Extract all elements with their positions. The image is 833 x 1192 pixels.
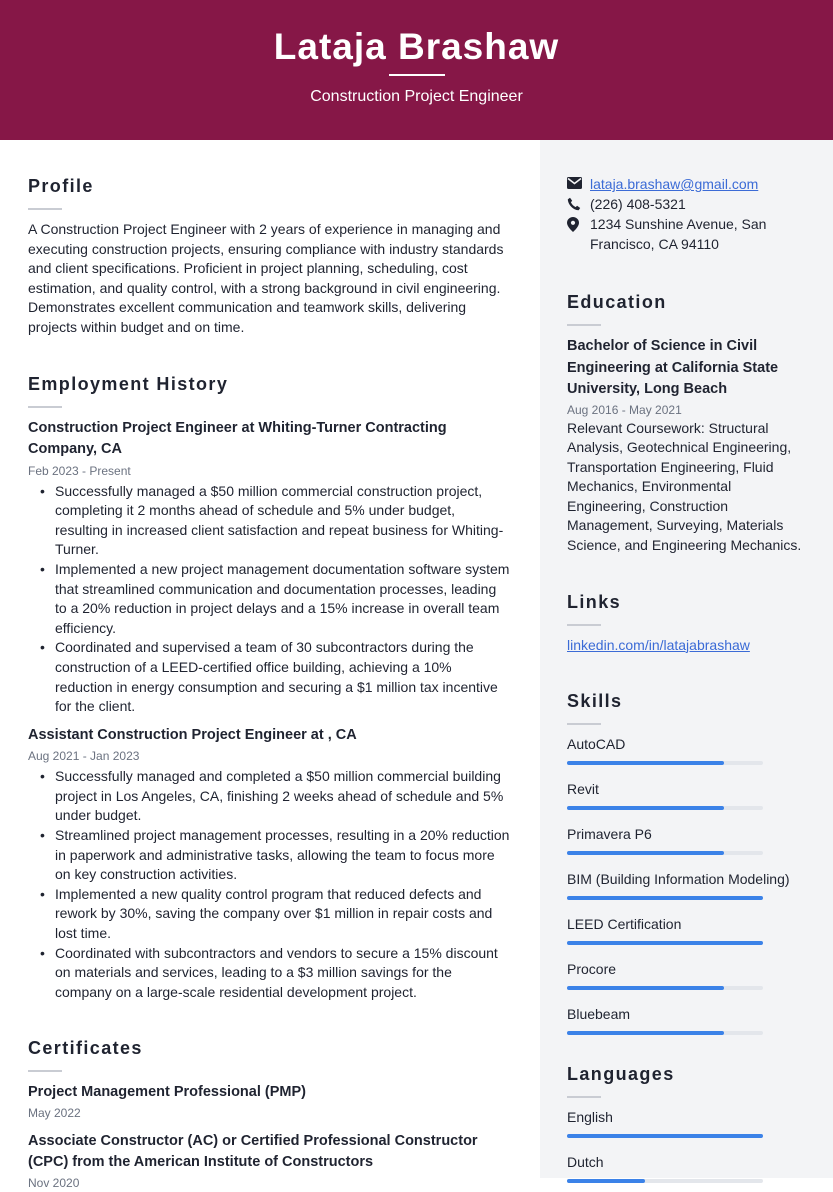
skill-label: Bluebeam — [567, 1006, 631, 1023]
skill-label: Revit — [567, 781, 599, 798]
skill-level-fill — [567, 851, 724, 855]
contact-email-row — [567, 174, 833, 194]
section-divider — [28, 208, 62, 210]
header-banner — [0, 0, 833, 140]
job-bullets — [28, 767, 510, 1002]
skill-level-fill — [567, 806, 724, 810]
skill-level-bar — [567, 986, 763, 990]
certificate-date: Nov 2020 — [28, 1175, 80, 1190]
section-divider — [28, 1070, 62, 1072]
job-entry-title: Construction Project Engineer at Whiting-Turner Contracting Company, CA — [28, 419, 447, 458]
skill-item — [567, 915, 833, 945]
skill-label: Procore — [567, 961, 617, 978]
links-section — [567, 592, 833, 656]
education-details: Relevant Coursework: Structural Analysis, Geotechnical Engineering, Transportation Engineering, Fluid Mechanics, Environmental Engineering, Construction Management, Surveying, Materials Science, and Engineering Mechanics. — [567, 419, 802, 554]
skill-label: AutoCAD — [567, 736, 626, 753]
sidebar — [540, 140, 833, 1178]
education-heading: Education — [567, 292, 667, 312]
skill-level-fill — [567, 986, 724, 990]
section-divider — [567, 723, 601, 725]
skill-item — [567, 735, 833, 765]
map-pin-icon — [567, 214, 590, 254]
skill-level-fill — [567, 1031, 724, 1035]
links-heading: Links — [567, 591, 622, 612]
contact-block — [567, 174, 833, 254]
skill-item — [567, 825, 833, 855]
skill-item — [567, 870, 833, 900]
section-divider — [567, 624, 601, 626]
section-divider — [567, 1096, 601, 1098]
language-label: Dutch — [567, 1154, 604, 1171]
skill-label: Primavera P6 — [567, 826, 652, 843]
section-divider — [567, 324, 601, 326]
skill-item — [567, 960, 833, 990]
job-title: Construction Project Engineer — [310, 88, 523, 105]
envelope-icon — [567, 174, 590, 194]
education-section — [567, 292, 833, 556]
certificate-entry — [28, 1131, 510, 1192]
list-item: • Implemented a new project management documentation software system that streamlined communication and documentation processes, leading to a 20% reduction in project delays and a 15% increase in overall team efficiency. — [28, 560, 510, 638]
certificate-title: Associate Constructor (AC) or Certified Professional Constructor (CPC) from the American Institute of Constructors — [28, 1132, 478, 1171]
profile-heading: Profile — [28, 176, 94, 196]
skill-level-fill — [567, 761, 724, 765]
profile-section — [28, 176, 510, 338]
phone-icon — [567, 194, 590, 214]
list-item: • Coordinated with subcontractors and vendors to secure a 15% discount on materials and services, leading to a $3 million savings for the company on a large-scale residential development project. — [28, 944, 510, 1003]
list-item: • Successfully managed and completed a $50 million commercial building project in Los Angeles, CA, finishing 2 weeks ahead of schedule and 5% under budget. — [28, 767, 510, 826]
employment-heading: Employment History — [28, 373, 229, 394]
job-entry-dates: Feb 2023 - Present — [28, 463, 131, 478]
skill-item — [567, 1005, 833, 1035]
language-label: English — [567, 1109, 613, 1126]
languages-section — [567, 1064, 833, 1183]
skills-section — [567, 691, 833, 1035]
degree-title: Bachelor of Science in Civil Engineering at California State University, Long Beach — [567, 338, 779, 397]
list-item: • Successfully managed a $50 million commercial construction project, completing it 2 months ahead of schedule and 5% under budget, resulting in increased client satisfaction and repeat business for Whiting-Turner. — [28, 482, 510, 560]
header-divider — [389, 74, 445, 76]
education-dates: Aug 2016 - May 2021 — [567, 402, 682, 417]
candidate-name: Lataja Brashaw — [273, 26, 560, 67]
skill-label: BIM (Building Information Modeling) — [567, 871, 790, 888]
phone-number: (226) 408-5321 — [590, 196, 686, 212]
job-entry-dates: Aug 2021 - Jan 2023 — [28, 749, 140, 764]
list-item: • Implemented a new quality control program that reduced defects and rework by 30%, saving the company over $1 million in repair costs and lost time. — [28, 885, 510, 944]
languages-heading: Languages — [567, 1064, 675, 1085]
skill-level-bar — [567, 941, 763, 945]
languages-list — [567, 1108, 833, 1183]
certificates-section — [28, 1038, 510, 1192]
skill-level-bar — [567, 806, 763, 810]
list-item: • Coordinated and supervised a team of 30 subcontractors during the construction of a LEED-certified office building, achieving a 10% reduction in energy consumption and securing a $1 million tax incentive for the client. — [28, 638, 510, 716]
skill-label: LEED Certification — [567, 916, 682, 933]
skill-item — [567, 780, 833, 810]
skill-level-fill — [567, 941, 763, 945]
language-level-bar — [567, 1134, 763, 1138]
skill-level-fill — [567, 896, 763, 900]
job-bullets — [28, 482, 510, 717]
contact-address-row — [567, 214, 833, 254]
skill-level-bar — [567, 851, 763, 855]
email-link[interactable]: lataja.brashaw@gmail.com — [590, 176, 759, 192]
skills-heading: Skills — [567, 691, 623, 712]
linkedin-link[interactable]: linkedin.com/in/latajabrashaw — [567, 636, 750, 653]
language-item — [567, 1153, 833, 1183]
main-column — [28, 140, 510, 1192]
certificate-title: Project Management Professional (PMP) — [28, 1084, 306, 1101]
skill-level-bar — [567, 896, 763, 900]
skill-level-bar — [567, 761, 763, 765]
certificates-heading: Certificates — [28, 1038, 143, 1059]
address: 1234 Sunshine Avenue, San Francisco, CA 94110 — [590, 216, 767, 252]
list-item: • Streamlined project management processes, resulting in a 20% reduction in paperwork and administrative tasks, allowing the team to focus more on key construction activities. — [28, 826, 510, 885]
skill-level-bar — [567, 1031, 763, 1035]
language-level-fill — [567, 1134, 763, 1138]
job-entry — [28, 418, 510, 717]
contact-phone-row — [567, 194, 833, 214]
job-entry — [28, 725, 510, 1003]
certificate-entry — [28, 1082, 510, 1122]
job-entry-title: Assistant Construction Project Engineer at , CA — [28, 726, 357, 743]
language-level-fill — [567, 1179, 645, 1183]
skills-list — [567, 735, 833, 1035]
employment-section — [28, 374, 510, 1003]
profile-text: A Construction Project Engineer with 2 years of experience in managing and executing construction projects, ensuring compliance with industry standards and client specifications. Proficient in project planning, scheduling, cost estimation, and quality control, with a strong background in civil engineering. Demonstrates excellent communication and teamwork skills, delivering projects within budget and on time. — [28, 221, 504, 335]
language-item — [567, 1108, 833, 1138]
certificate-date: May 2022 — [28, 1105, 81, 1120]
section-divider — [28, 406, 62, 408]
language-level-bar — [567, 1179, 763, 1183]
